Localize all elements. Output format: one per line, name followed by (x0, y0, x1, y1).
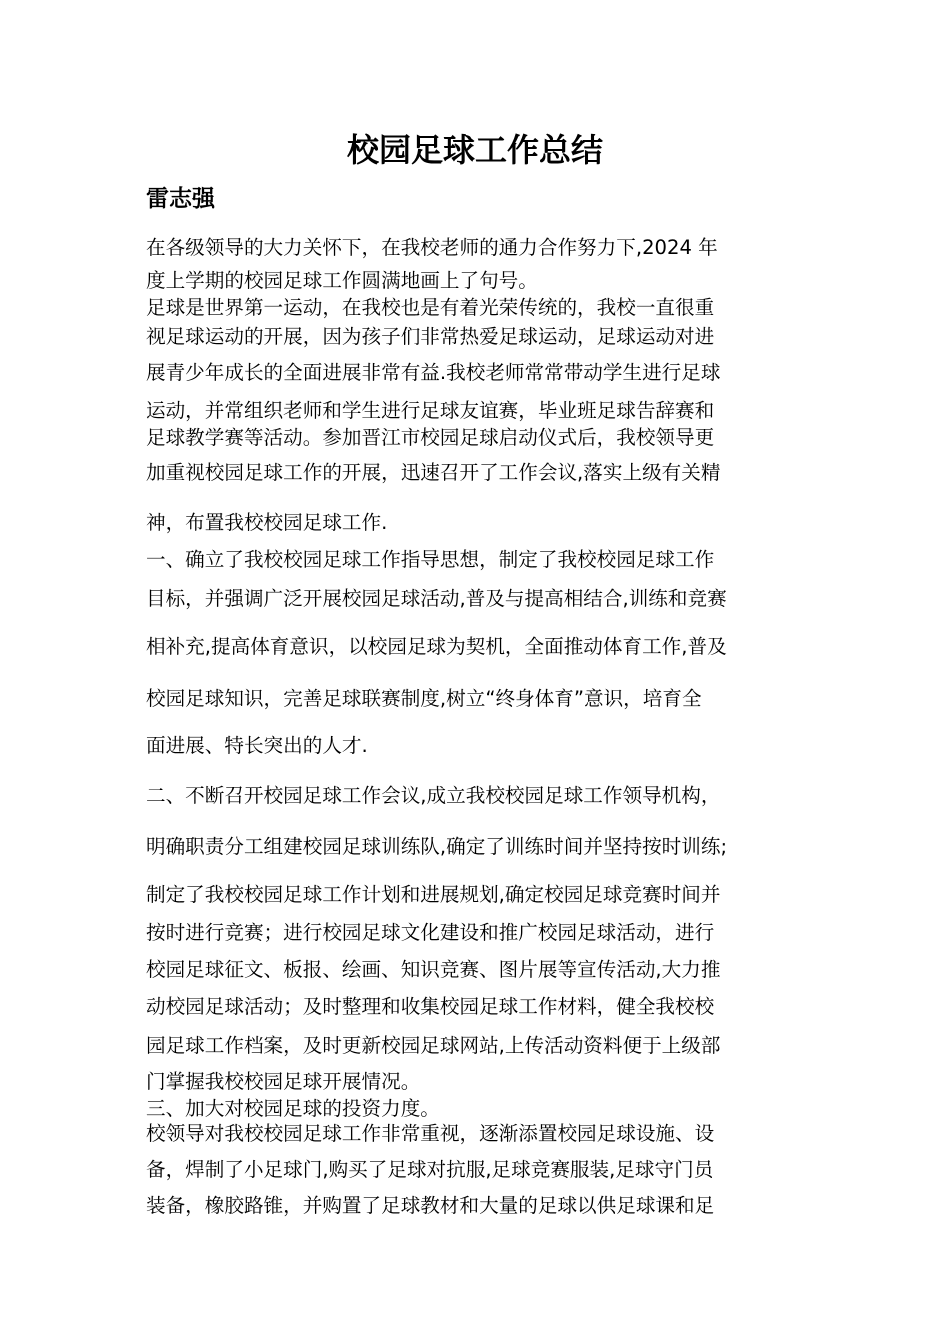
text-line: 相补充,提高体育意识，以校园足球为契机，全面推动体育工作,普及 (146, 635, 727, 658)
text-line: 校领导对我校校园足球工作非常重视，逐渐添置校园足球设施、设 (146, 1122, 715, 1145)
text-line: 门掌握我校校园足球开展情况。 (146, 1070, 421, 1093)
text-line: 加重视校园足球工作的开展，迅速召开了工作会议,落实上级有关精 (146, 461, 721, 484)
text-line: 展青少年成长的全面进展非常有益.我校老师常常带动学生进行足球 (146, 361, 721, 384)
document-title: 校园足球工作总结 (346, 131, 603, 169)
text-line: 二、不断召开校园足球工作会议,成立我校校园足球工作领导机构， (146, 784, 721, 807)
text-line: 面进展、特长突出的人才. (146, 734, 368, 757)
text-line: 装备，橡胶路锥，并购置了足球教材和大量的足球以供足球课和足 (146, 1194, 715, 1217)
text-line: 校园足球征文、板报、绘画、知识竞赛、图片展等宣传活动,大力推 (146, 958, 721, 981)
text-line: 度上学期的校园足球工作圆满地画上了句号。 (146, 269, 538, 292)
text-line: 明确职责分工组建校园足球训练队,确定了训练时间并坚持按时训练; (146, 835, 728, 858)
text-line: 三、加大对校园足球的投资力度。 (146, 1097, 440, 1120)
text-line: 在各级领导的大力关怀下，在我校老师的通力合作努力下,2024 年 (146, 236, 718, 259)
text-line: 足球是世界第一运动，在我校也是有着光荣传统的，我校一直很重 (146, 296, 715, 319)
text-line: 运动，并常组织老师和学生进行足球友谊赛，毕业班足球告辞赛和 (146, 399, 715, 422)
text-line: 校园足球知识，完善足球联赛制度,树立“终身体育”意识，培育全 (146, 687, 702, 710)
text-line: 按时进行竞赛；进行校园足球文化建设和推广校园足球活动，进行 (146, 921, 715, 944)
text-line: 视足球运动的开展，因为孩子们非常热爱足球运动，足球运动对进 (146, 325, 715, 348)
text-line: 神，布置我校校园足球工作. (146, 511, 388, 534)
author-name: 雷志强 (146, 186, 215, 212)
text-line: 一、确立了我校校园足球工作指导思想，制定了我校校园足球工作 (146, 548, 715, 571)
text-line: 备，焊制了小足球门,购买了足球对抗服,足球竞赛服装,足球守门员 (146, 1158, 714, 1181)
text-line: 园足球工作档案，及时更新校园足球网站,上传活动资料便于上级部 (146, 1034, 721, 1057)
text-line: 目标，并强调广泛开展校园足球活动,普及与提高相结合,训练和竞赛 (146, 587, 727, 610)
text-line: 动校园足球活动；及时整理和收集校园足球工作材料，健全我校校 (146, 995, 715, 1018)
text-line: 足球教学赛等活动。参加晋江市校园足球启动仪式后，我校领导更 (146, 426, 715, 449)
text-line: 制定了我校校园足球工作计划和进展规划,确定校园足球竞赛时间并 (146, 883, 721, 906)
